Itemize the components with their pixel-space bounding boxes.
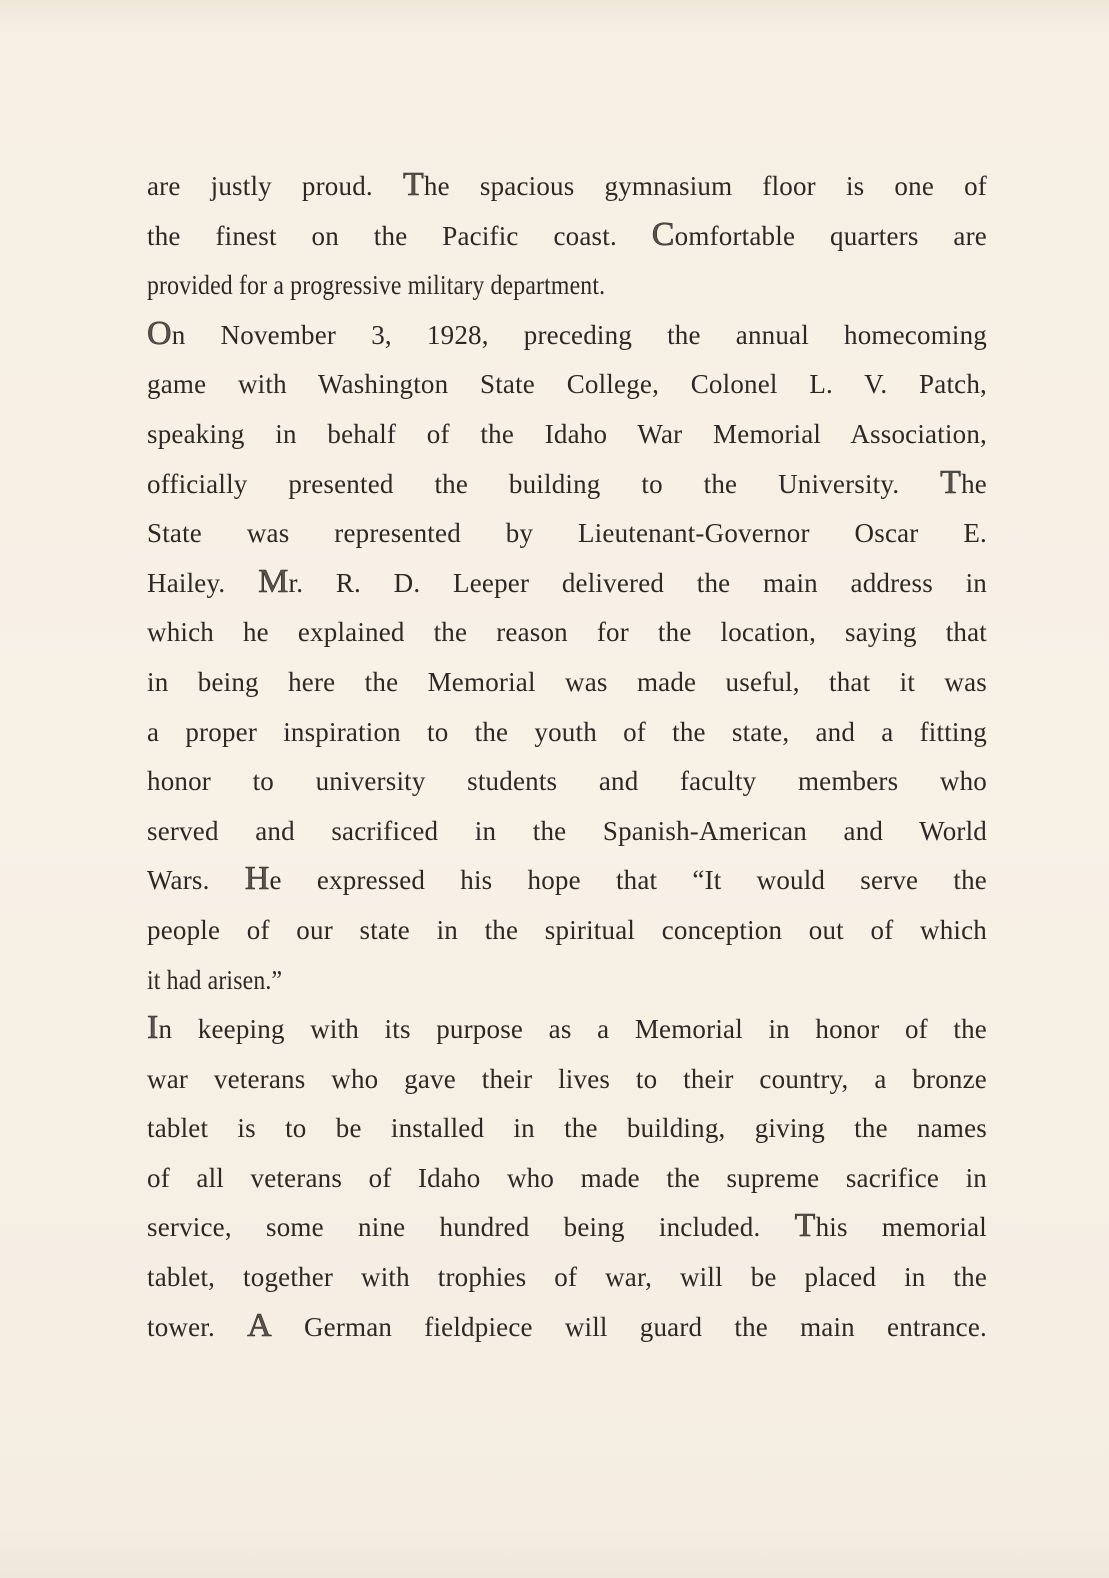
line-text: speaking in behalf of the Idaho War Memorial Association, [147, 418, 987, 449]
text-line [147, 559, 987, 609]
text-line [147, 360, 987, 410]
line-text: tablet, together with trophies of war, will be placed in the [147, 1262, 987, 1293]
ornamental-initial: M [258, 562, 289, 600]
paragraph-2 [147, 311, 987, 1005]
line-text: people of our state in the spiritual conception out of which [147, 914, 987, 945]
ornamental-initial: C [651, 215, 675, 253]
ornamental-initial: A [247, 1306, 272, 1344]
line-text: Wars. [147, 865, 245, 896]
line-text: Hailey. [147, 567, 259, 598]
line-text: provided for a progressive military department. [147, 270, 606, 301]
line-text: it had arisen.” [147, 964, 283, 995]
text-line [147, 856, 987, 906]
paragraph-3 [147, 1005, 987, 1352]
line-text: omfortable quarters are [674, 220, 987, 251]
ornamental-initial: I [147, 1009, 159, 1047]
ornamental-initial: O [147, 314, 172, 352]
text-line [147, 261, 886, 311]
line-text: State was represented by Lieutenant-Governor Oscar E. [147, 518, 987, 549]
text-line [147, 906, 987, 956]
line-text: officially presented the building to the University. [147, 468, 941, 499]
text-line [147, 311, 987, 361]
ornamental-initial: H [244, 860, 270, 898]
line-text: he spacious gymnasium floor is one of [423, 171, 987, 201]
line-text: served and sacrificed in the Spanish-American and World [147, 815, 987, 846]
text-line [147, 1154, 987, 1204]
text-line [147, 1203, 987, 1253]
text-line [147, 212, 987, 262]
line-text: n keeping with its purpose as a Memorial in honor of the [158, 1014, 987, 1045]
line-text: a proper inspiration to the youth of the state, and a fitting [147, 716, 987, 747]
line-text: of all veterans of Idaho who made the supreme sacrifice in [147, 1162, 987, 1193]
text-line [147, 410, 987, 460]
line-text: the finest on the Pacific coast. [147, 220, 652, 251]
line-text: service, some nine hundred being included. [147, 1212, 795, 1243]
paragraph-1 [147, 162, 987, 311]
line-text: which he explained the reason for the location, saying that [147, 617, 987, 648]
text-line [147, 757, 987, 807]
text-line [147, 658, 987, 708]
line-text: game with Washington State College, Colonel L. V. Patch, [147, 369, 987, 400]
line-text: he [961, 468, 987, 499]
line-text: his memorial [815, 1212, 987, 1243]
line-text: German fieldpiece will guard the main entrance. [271, 1311, 987, 1342]
line-text: honor to university students and faculty members who [147, 766, 987, 797]
ornamental-initial: T [402, 166, 424, 203]
text-line [147, 1253, 987, 1303]
text-line [147, 956, 886, 1006]
document-page [147, 162, 987, 1352]
line-text: r. R. D. Leeper delivered the main address in [288, 567, 987, 598]
text-line [147, 1055, 987, 1105]
line-text: e expressed his hope that “It would serve the [269, 865, 987, 896]
text-line [147, 1303, 987, 1353]
text-line [147, 509, 987, 559]
text-line [147, 608, 987, 658]
text-line [147, 460, 987, 510]
text-line [147, 1005, 987, 1055]
text-line [147, 162, 987, 212]
text-line [147, 807, 987, 857]
line-text: tablet is to be installed in the building, giving the names [147, 1113, 987, 1144]
line-text: tower. [147, 1311, 248, 1342]
ornamental-initial: T [940, 463, 962, 501]
line-text: are justly proud. [147, 171, 403, 201]
text-line [147, 1104, 987, 1154]
text-line [147, 708, 987, 758]
ornamental-initial: T [794, 1207, 816, 1245]
line-text: war veterans who gave their lives to their country, a bronze [147, 1063, 987, 1094]
line-text: n November 3, 1928, preceding the annual homecoming [171, 319, 987, 350]
line-text: in being here the Memorial was made useful, that it was [147, 666, 987, 697]
